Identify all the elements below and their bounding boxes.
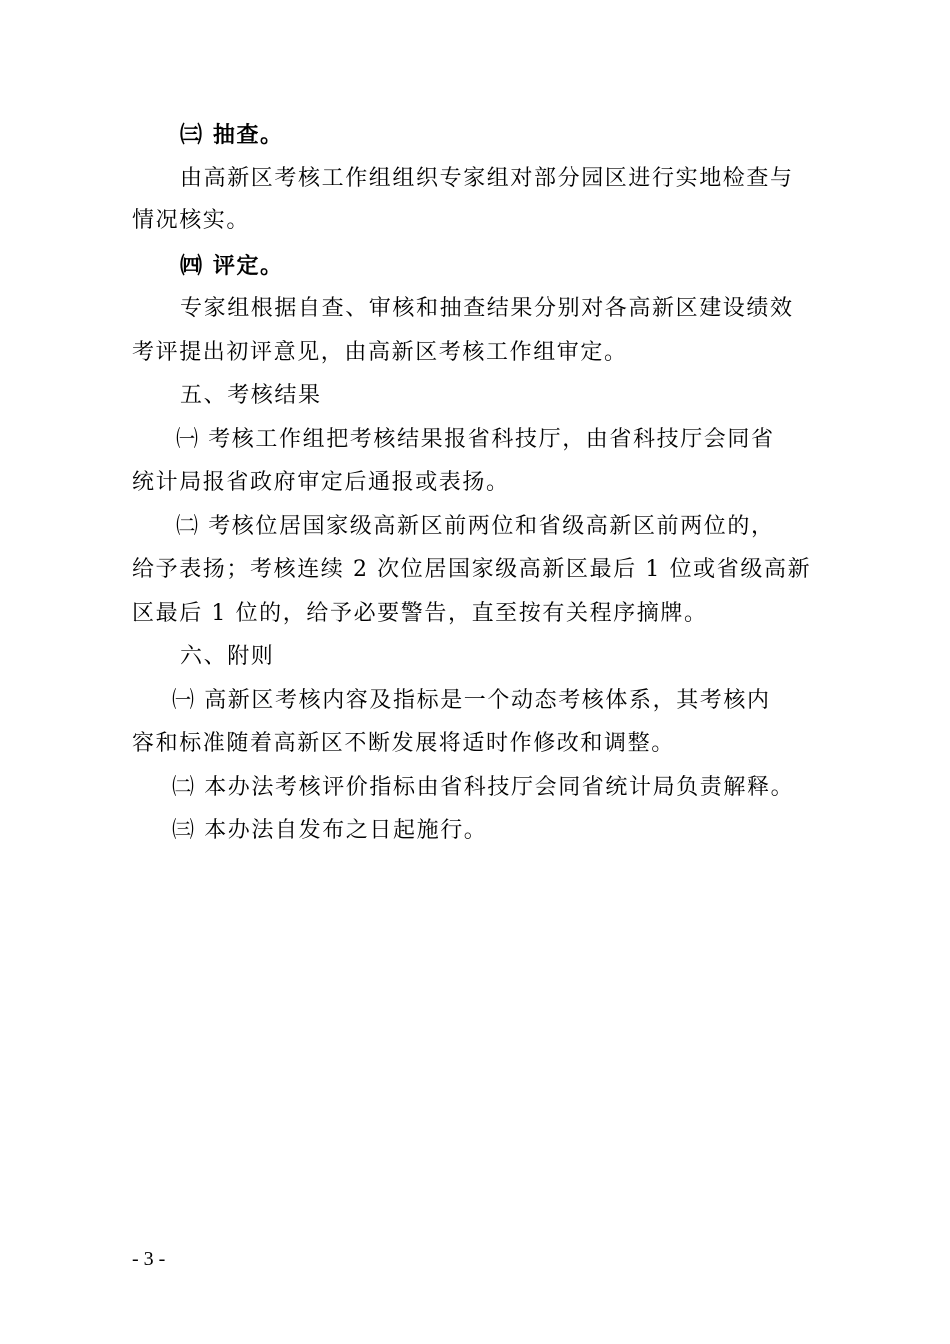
paragraph-line: 由高新区考核工作组组织专家组对部分园区进行实地检查与: [180, 166, 794, 191]
section-heading-evaluation: ㈣ 评定。: [180, 253, 284, 279]
paragraph-line: 容和标准随着高新区不断发展将适时作修改和调整。: [132, 731, 675, 756]
paragraph-line: ㈠ 考核工作组把考核结果报省科技厅，由省科技厅会同省: [176, 427, 775, 452]
paragraph-line: 情况核实。: [132, 208, 251, 233]
page-number: - 3 -: [132, 1248, 166, 1270]
section-heading-results: 五、考核结果: [180, 383, 322, 408]
paragraph-line: 给予表扬；考核连续 2 次位居国家级高新区最后 1 位或省级高新: [132, 557, 812, 582]
paragraph-line: 考评提出初评意见，由高新区考核工作组审定。: [132, 340, 628, 365]
section-heading-supplementary: 六、附则: [180, 644, 275, 669]
paragraph-line: 专家组根据自查、审核和抽查结果分别对各高新区建设绩效: [180, 296, 794, 321]
section-heading-spot-check: ㈢ 抽查。: [180, 122, 284, 148]
paragraph-line: 区最后 1 位的，给予必要警告，直至按有关程序摘牌。: [132, 601, 708, 626]
paragraph-line: ㈠ 高新区考核内容及指标是一个动态考核体系，其考核内: [172, 688, 771, 713]
paragraph-line: ㈡ 考核位居国家级高新区前两位和省级高新区前两位的，: [176, 514, 775, 539]
paragraph-line: 统计局报省政府审定后通报或表扬。: [132, 470, 510, 495]
paragraph-line: ㈢ 本办法自发布之日起施行。: [172, 818, 488, 843]
paragraph-line: ㈡ 本办法考核评价指标由省科技厅会同省统计局负责解释。: [172, 775, 795, 800]
